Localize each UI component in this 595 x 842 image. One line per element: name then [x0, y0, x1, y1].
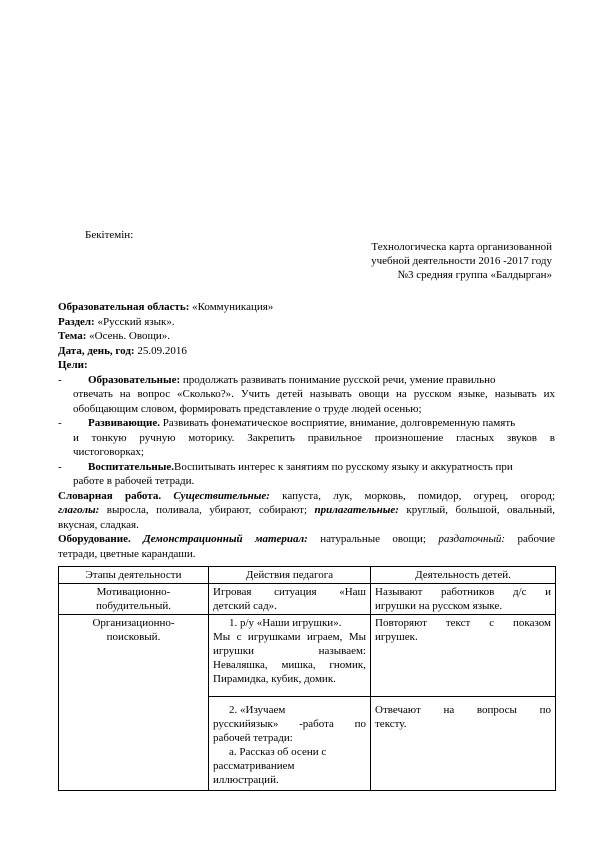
teacher-text: Неваляшка, мишка, гномик,	[213, 659, 366, 671]
document-title	[330, 240, 552, 282]
kids-cell	[371, 697, 556, 791]
equipment-line-1	[58, 532, 555, 547]
header-stages: Этапы деятельности	[59, 567, 209, 584]
table-row	[59, 615, 556, 697]
bullet-dash: -	[58, 373, 62, 386]
vocab-adj-line-2: вкусная, сладкая.	[58, 518, 139, 531]
teacher-text: 2. «Изучаем	[229, 704, 286, 716]
theme-label: Тема:	[58, 330, 87, 342]
area-field	[58, 300, 555, 315]
goal-dev-text-2: и тонкую ручную моторику. Закрепить правильное произношение гласных звуков в	[73, 431, 555, 444]
theme-field	[58, 329, 555, 344]
teacher-cell	[209, 584, 371, 615]
goal-upb-line-1	[58, 460, 555, 475]
vocab-line-2	[58, 503, 555, 518]
header-teacher: Действия педагога	[209, 567, 371, 584]
stage-text: поисковый.	[106, 631, 161, 643]
date-value: 25.09.2016	[134, 344, 187, 357]
goal-dev-text-3: чистоговорках;	[73, 446, 144, 458]
lesson-table	[58, 566, 556, 791]
equipment-demo: натуральные овощи;	[307, 533, 426, 545]
teacher-text: 1. р/у «Наши игрушки».	[229, 617, 342, 629]
kids-text: тексту.	[375, 718, 407, 730]
section-value: «Русский язык».	[94, 315, 175, 328]
vocab-line-1	[58, 489, 555, 504]
goal-edu-text-2: отвечать на вопрос «Сколько?». Учить детей называть овощи на русском языке, называть их	[73, 388, 555, 400]
goal-dev-label: Развивающие.	[88, 417, 161, 429]
table-row	[59, 584, 556, 615]
teacher-text: a. Рассказ об осени с	[229, 746, 327, 758]
teacher-text: Мы с игрушками играем, Мы	[213, 631, 366, 643]
equipment-label: Оборудование.	[58, 533, 131, 545]
title-line-2: учебной деятельности 2016 -2017 году	[371, 255, 552, 267]
bullet-dash: -	[58, 460, 62, 473]
vocab-verbs: выросла, поливала, убирают, собирают;	[99, 504, 308, 516]
kids-cell	[371, 584, 556, 615]
kids-text: Отвечают на вопросы по	[375, 704, 551, 716]
date-label: Дата, день, год:	[58, 344, 135, 357]
equipment-handout-label: раздаточный:	[438, 533, 506, 545]
goal-edu-label: Образовательные:	[88, 373, 181, 386]
vocab-nouns: капуста, лук, морковь, помидор, огурец, огород;	[269, 489, 555, 502]
equipment-line-2: тетради, цветные карандаши.	[58, 547, 196, 560]
goals-label: Цели:	[58, 359, 88, 371]
title-line-1: Технологическа карта организованной	[371, 241, 552, 253]
teacher-text: рассматриванием	[213, 760, 295, 772]
bullet-dash: -	[58, 417, 62, 429]
teacher-text: Пирамидка, кубик, домик.	[213, 673, 336, 685]
teacher-text: рабочей тетради:	[213, 732, 293, 744]
section-label: Раздел:	[58, 315, 95, 328]
teacher-cell	[209, 615, 371, 697]
vocab-label: Словарная работа.	[58, 489, 162, 502]
table-header-row	[59, 567, 556, 584]
equipment-handout: рабочие	[505, 533, 555, 545]
teacher-text: Игровая ситуация «Наш	[213, 586, 366, 598]
teacher-cell	[209, 697, 371, 791]
stage-text: Организационно-	[92, 617, 175, 629]
area-value: «Коммуникация»	[189, 301, 274, 313]
area-label: Образовательная область:	[58, 301, 190, 313]
goal-upb-label: Воспитательные.	[88, 460, 174, 473]
date-field	[58, 344, 555, 359]
title-line-3: №3 средняя группа «Балдырган»	[397, 269, 552, 281]
theme-value: «Осень. Овощи».	[86, 330, 171, 342]
section-field	[58, 315, 555, 330]
goal-edu-text-1: продолжать развивать понимание русской речи, умение правильно	[180, 373, 496, 386]
stage-cell	[59, 615, 209, 791]
kids-text: игрушек.	[375, 631, 418, 643]
teacher-text: игрушки называем:	[213, 645, 366, 657]
kids-cell	[371, 615, 556, 697]
kids-text: игрушки на русском языке.	[375, 600, 503, 612]
goal-upb-text-2: работе в рабочей тетради.	[73, 475, 195, 487]
teacher-text: русскийязык» -работа по	[213, 718, 366, 730]
kids-text: Называют работников д/с и	[375, 586, 551, 598]
stage-cell	[59, 584, 209, 615]
goal-dev-line-1	[58, 416, 555, 431]
vocab-nouns-label: Существительные:	[173, 489, 270, 502]
stage-text: Мотивационно-	[96, 586, 171, 598]
approval-label: Бекітемін:	[85, 229, 134, 241]
stage-text: побудительный.	[96, 600, 171, 612]
lesson-details	[58, 300, 555, 561]
goal-dev-text-1: Развивать фонематическое восприятие, внимание, долговременную память	[160, 417, 516, 429]
vocab-verbs-label: глаголы:	[58, 504, 100, 516]
teacher-text: иллюстраций.	[213, 774, 279, 786]
vocab-adj: круглый, большой, овальный,	[398, 504, 555, 516]
header-kids: Деятельность детей.	[371, 567, 556, 584]
teacher-text: детский сад».	[213, 600, 277, 612]
goal-edu-line-1	[58, 373, 555, 388]
goal-edu-text-3: обобщающим словом, формировать представление о труде людей осенью;	[73, 402, 422, 415]
equipment-demo-label: Демонстрационный материал:	[143, 533, 308, 545]
kids-text: Повторяют текст с показом	[375, 617, 551, 629]
goal-upb-text-1: Воспитывать интерес к занятиям по русскому языку и аккуратность при	[173, 460, 513, 473]
vocab-adj-label: прилагательные:	[314, 504, 399, 516]
